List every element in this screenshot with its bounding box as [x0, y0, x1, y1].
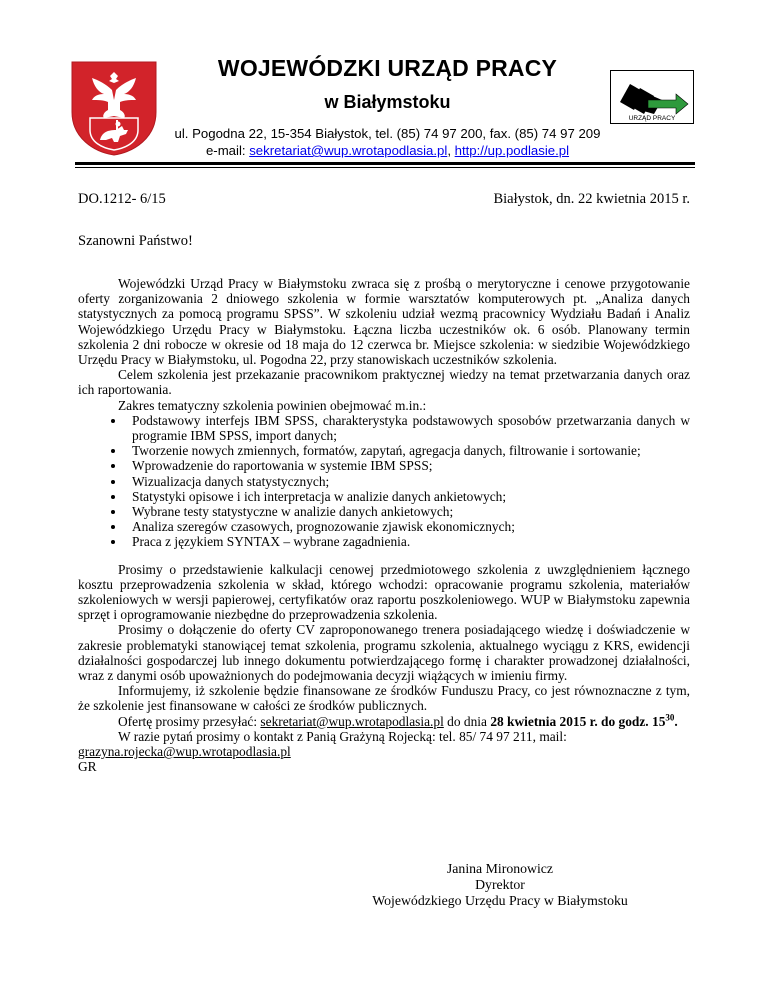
- letter-date: Białystok, dn. 22 kwietnia 2015 r.: [493, 191, 690, 207]
- offer-deadline: 28 kwietnia 2015 r. do godz. $15^{30}$.: [490, 712, 678, 729]
- header-rule-thick: [75, 162, 695, 165]
- office-website-link[interactable]: http://up.podlasie.pl: [454, 143, 570, 158]
- author-initials: GR: [78, 759, 97, 775]
- scope-item: • Wprowadzenie do raportowania w systemie IBM SPSS;: [126, 458, 690, 473]
- contact-separator: ,: [447, 143, 455, 158]
- paragraph-funding: Informujemy, iż szkolenie będzie finansowane ze środków Funduszu Pracy, co jest równoznaczne z tym, że szkolenie jest finansowane w całości ze środków publicznych.: [78, 683, 690, 714]
- scope-item: • Analiza szeregów czasowych, prognozowanie zjawisk ekonomicznych;: [126, 519, 690, 534]
- office-subtitle: w Białymstoku: [324, 92, 451, 112]
- scope-item: • Wizualizacja danych statystycznych;: [126, 474, 690, 489]
- reference-number: DO.1212- 6/15: [78, 191, 166, 207]
- letter-body: [78, 276, 690, 775]
- header-rule-thin: [75, 167, 695, 168]
- office-email-link[interactable]: sekretariat@wup.wrotapodlasia.pl: [249, 143, 448, 158]
- contact-email-link[interactable]: grazyna.rojecka@wup.wrotapodlasia.pl: [78, 744, 291, 760]
- office-contact-line: [150, 143, 625, 158]
- contact-email-line: [78, 744, 690, 759]
- office-title: WOJEWÓDZKI URZĄD PRACY: [217, 55, 558, 81]
- signatory-name: Janina Mironowicz: [446, 861, 554, 876]
- scope-item: • Wybrane testy statystyczne w analizie danych ankietowych;: [126, 504, 690, 519]
- greeting: Szanowni Państwo!: [78, 233, 193, 249]
- signatory-role: Dyrektor: [475, 877, 525, 892]
- paragraph-cv: Prosimy o dołączenie do oferty CV zaproponowanego trenera posiadającego wiedzę i doświadczenie w zakresie problematyki stanowiącej temat szkolenia, programu szkolenia, aktualnego wyciągu z KRS, ewidencji działalności gospodarczej lub innego dokumentu potwierdzającego formę i charakter prowadzonej działalności, wraz z danymi osób upoważnionych do podejmowania decyzji wiążących w imieniu firmy.: [78, 622, 690, 684]
- scope-intro: Zakres tematyczny szkolenia powinien obejmować m.in.:: [118, 397, 427, 413]
- urzad-pracy-logo: [610, 70, 694, 124]
- signatory-office: Wojewódzkiego Urzędu Pracy w Białymstoku: [372, 893, 628, 908]
- scope-list: [78, 413, 690, 550]
- logo-text: URZĄD PRACY: [628, 115, 676, 122]
- scope-item: • Praca z językiem SYNTAX – wybrane zagadnienia.: [126, 534, 690, 549]
- paragraph-contact: W razie pytań prosimy o kontakt z Panią Grażyną Rojecką: tel. 85/ 74 97 211, mail:: [118, 728, 567, 744]
- coat-of-arms-icon: [68, 60, 160, 156]
- paragraph-goal: Celem szkolenia jest przekazanie pracownikom praktycznej wiedzy na temat przetwarzania danych oraz ich raportowania.: [78, 367, 690, 398]
- email-label: e-mail:: [205, 143, 250, 158]
- office-address: ul. Pogodna 22, 15-354 Białystok, tel. (85) 74 97 200, fax. (85) 74 97 209: [174, 126, 601, 141]
- paragraph-pricing: Prosimy o przedstawienie kalkulacji cenowej przedmiotowego szkolenia z uwzględnieniem łącznego kosztu przeprowadzenia szkolenia w skład, którego wchodzi: opracowanie programu szkolenia, materiałów szkoleniowych w wersji papierowej, certyfikatów oraz raportu poszkoleniowego. WUP w Białymstoku zapewnia sprzęt i oprogramowanie niezbędne do przeprowadzenia szkolenia.: [78, 561, 690, 623]
- scope-item: • Statystyki opisowe i ich interpretacja w analizie danych ankietowych;: [126, 489, 690, 504]
- paragraph-intro: Wojewódzki Urząd Pracy w Białymstoku zwraca się z prośbą o merytoryczne i cenowe przygotowanie oferty zorganizowania 2 dniowego szkolenia w formie warsztatów komputerowych pt. „Analiza danych statystycznych za pomocą programu SPSS”. W szkoleniu udział wezmą pracownicy Wydziału Badań i Analiz Wojewódzkiego Urzędu Pracy w Białymstoku. Łączna liczba uczestników ok. 6 osób. Planowany termin szkolenia 2 dni robocze w okresie od 18 maja do 12 czerwca br. Miejsce szkolenia: w siedzibie Wojewódzkiego Urzędu Pracy w Białymstoku, ul. Pogodna 22, przy stanowiskach uczestników szkolenia.: [78, 276, 690, 368]
- scope-item: • Podstawowy interfejs IBM SPSS, charakterystyka podstawowych sposobów przetwarzania danych w programie IBM SPSS, import danych;: [126, 413, 690, 443]
- paragraph-offer: Ofertę prosimy przesyłać: sekretariat@wup.wrotapodlasia.pl do dnia 28 kwietnia 2015 r. do godz. $15^{30}$.: [118, 712, 678, 729]
- signature-block: [330, 861, 670, 909]
- scope-item: • Tworzenie nowych zmiennych, formatów, zapytań, agregacja danych, filtrowanie i sortowanie;: [126, 443, 690, 458]
- offer-email-link[interactable]: sekretariat@wup.wrotapodlasia.pl: [260, 713, 444, 729]
